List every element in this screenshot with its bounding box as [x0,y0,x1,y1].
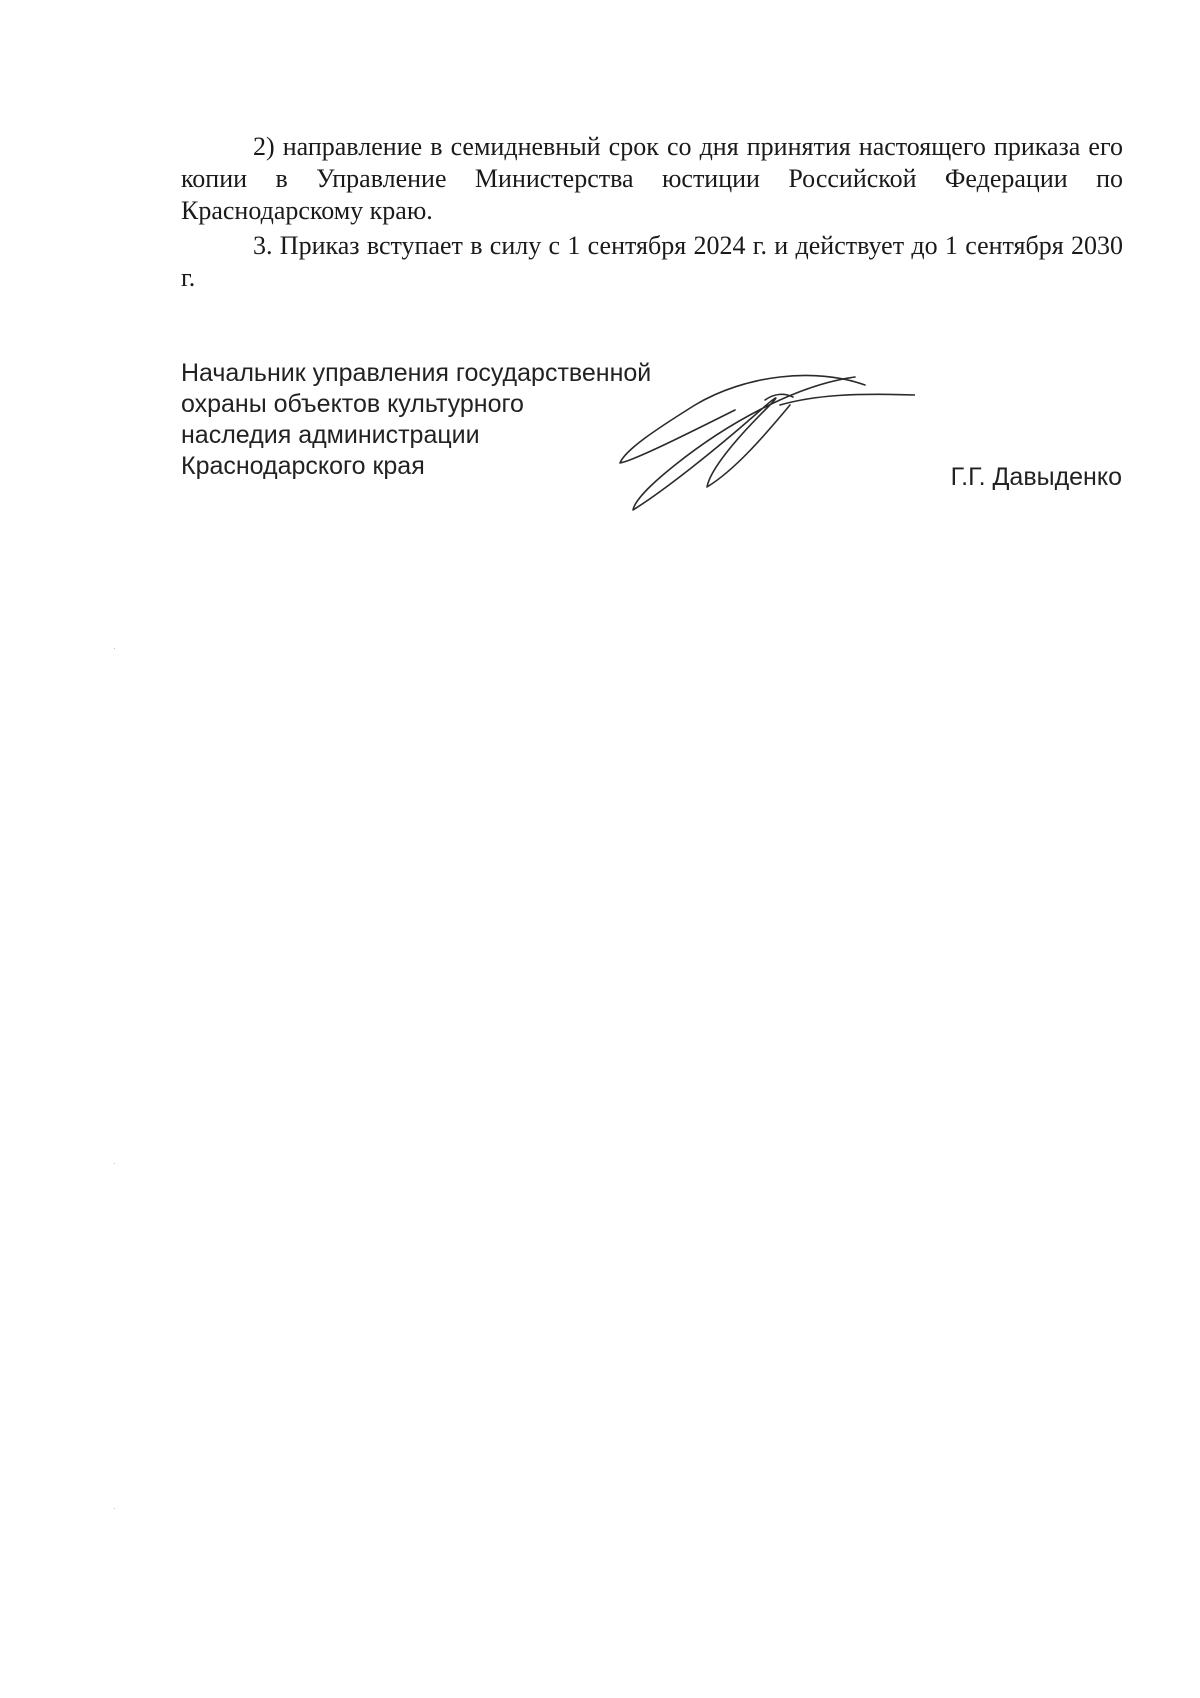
signer-name: Г.Г. Давыденко [950,463,1122,491]
position-line: Начальник управления государственной [181,359,652,387]
scan-speck [114,1508,115,1509]
position-line: наследия администрации [181,421,480,449]
scan-speck [114,1163,115,1164]
position-line: Краснодарского края [181,452,425,480]
paragraph-item-3: 3. Приказ вступает в силу с 1 сентября 2024 г. и действует до 1 сентября 2030 г. [181,231,1123,292]
handwritten-signature-icon [615,355,915,515]
position-line: охраны объектов культурного [181,390,524,418]
scan-speck [114,648,115,649]
paragraph-item-2: 2) направление в семидневный срок со дня принятия настоящего приказа его копии в Управление Министерства юстиции Российской Федерации по Краснодарскому краю. [181,132,1123,225]
